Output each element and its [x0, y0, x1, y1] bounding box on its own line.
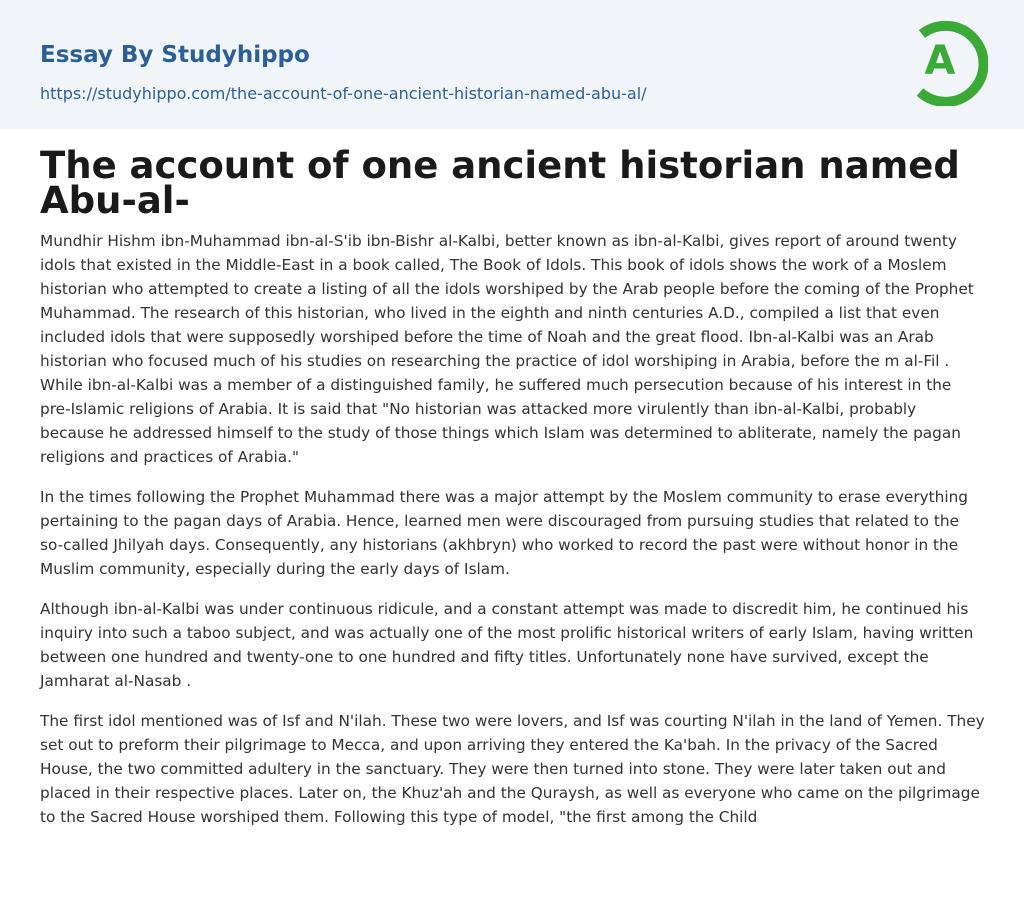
essay-body	[40, 229, 985, 845]
essay-paragraph: Mundhir Hishm ibn-Muhammad ibn-al-S'ib ibn-Bishr al-Kalbi, better known as ibn-al-Kalbi, gives report of around twenty idols that existed in the Middle-East in a book called, The Book of Idols. This book of idols shows the work of a Moslem historian who attempted to create a listing of all the idols worshiped by the Arab people before the coming of the Prophet Muhammad. The research of this historian, who lived in the eighth and ninth centuries A.D., compiled a list that even included idols that were supposedly worshiped before the time of Noah and the great flood. Ibn-al-Kalbi was an Arab historian who focused much of his studies on researching the practice of idol worshiping in Arabia, before the m al-Fil . While ibn-al-Kalbi was a member of a distinguished family, he suffered much persecution because of his interest in the pre-Islamic religions of Arabia. It is said that "No historian was attacked more virulently than ibn-al-Kalbi, probably because he addressed himself to the study of those things which Islam was determined to abliterate, namely the pagan religions and practices of Arabia."	[40, 232, 974, 466]
essay-paragraph: In the times following the Prophet Muhammad there was a major attempt by the Moslem community to erase everything pertaining to the pagan days of Arabia. Hence, learned men were discouraged from pursuing studies that related to the so-called Jhilyah days. Consequently, any historians (akhbryn) who worked to record the past were without honor in the Muslim community, especially during the early days of Islam.	[40, 488, 969, 578]
logo-letter: A	[924, 38, 956, 84]
site-header	[0, 0, 1024, 129]
essay-title: The account of one ancient historian named Abu-al-	[40, 144, 960, 222]
site-brand[interactable]: Essay By Studyhippo	[40, 42, 310, 68]
studyhippo-logo-icon[interactable]	[900, 18, 988, 106]
essay-paragraph: Although ibn-al-Kalbi was under continuous ridicule, and a constant attempt was made to discredit him, he continued his inquiry into such a taboo subject, and was actually one of the most prolific historical writers of early Islam, having written between one hundred and twenty-one to one hundred and fifty titles. Unfortunately none have survived, except the Jamharat al-Nasab .	[40, 600, 974, 690]
essay-paragraph: The first idol mentioned was of Isf and N'ilah. These two were lovers, and Isf was courting N'ilah in the land of Yemen. They set out to preform their pilgrimage to Mecca, and upon arriving they entered the Ka'bah. In the privacy of the Sacred House, the two committed adultery in the sanctuary. They were then turned into stone. They were later taken out and placed in their respective places. Later on, the Khuz'ah and the Quraysh, as well as everyone who came on the pilgrimage to the Sacred House worshiped them. Following this type of model, "the first among the Child	[40, 712, 985, 826]
source-url-link[interactable]: https://studyhippo.com/the-account-of-one-ancient-historian-named-abu-al/	[40, 84, 647, 103]
